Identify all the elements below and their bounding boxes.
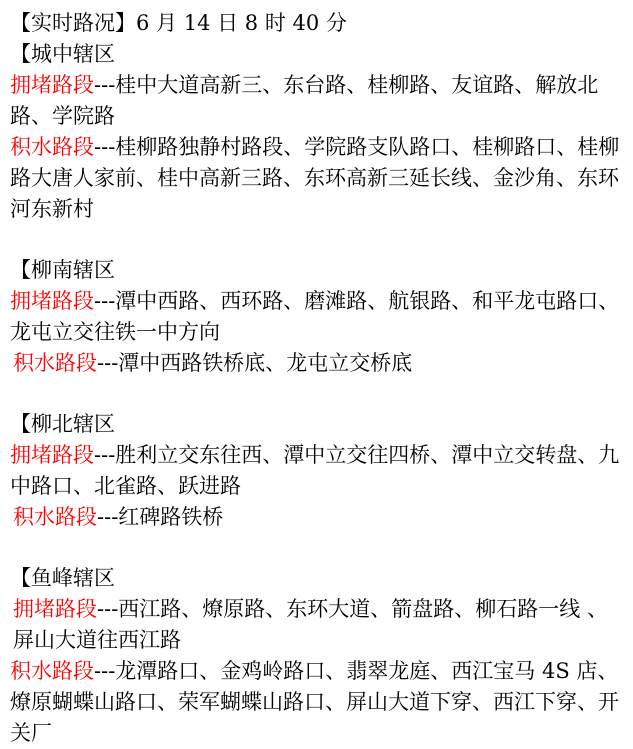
- report-title: 【实时路况】6 月 14 日 8 时 40 分: [10, 11, 347, 35]
- jam-label: 拥堵路段: [10, 73, 94, 97]
- separator: ---: [97, 505, 119, 529]
- jam-roads: 西江路、燎原路、东环大道、箭盘路、柳石路一线 、屏山大道往西江路: [13, 597, 608, 652]
- water-entry-yufeng: [10, 656, 622, 749]
- jam-roads: 潭中西路、西环路、磨滩路、航银路、和平龙屯路口、龙屯立交往铁一中方向: [10, 289, 620, 344]
- jam-entry-liunan: [10, 286, 622, 348]
- spacer: [10, 533, 623, 563]
- jam-label: 拥堵路段: [10, 289, 94, 313]
- water-entry-chengzhong: [10, 132, 622, 225]
- jam-entry-liubei: [10, 440, 622, 502]
- jam-roads: 胜利立交东往西、潭中立交往四桥、潭中立交转盘、九中路口、北雀路、跃进路: [10, 443, 620, 498]
- water-roads: 桂柳路独静村路段、学院路支队路口、桂柳路口、桂柳路大唐人家前、桂中高新三路、东环高新三延长线、金沙角、东环河东新村: [10, 135, 620, 221]
- water-roads: 龙潭路口、金鸡岭路口、翡翠龙庭、西江宝马 4S 店、燎原蝴蝶山路口、荣军蝴蝶山路口、屏山大道下穿、西江下穿、开关厂: [10, 659, 619, 745]
- water-entry-liubei: [10, 502, 625, 533]
- water-entry-liunan: [10, 348, 625, 379]
- district-heading-chengzhong: 【城中辖区: [10, 42, 115, 66]
- water-label: 积水路段: [13, 351, 97, 375]
- separator: ---: [94, 443, 116, 467]
- separator: ---: [94, 135, 116, 159]
- water-roads: 潭中西路铁桥底、龙屯立交桥底: [118, 351, 413, 375]
- water-label: 积水路段: [13, 505, 97, 529]
- spacer: [10, 379, 623, 409]
- jam-roads: 桂中大道高新三、东台路、桂柳路、友谊路、解放北路、学院路: [10, 73, 599, 128]
- separator: ---: [94, 73, 116, 97]
- water-label: 积水路段: [10, 135, 94, 159]
- district-heading-liubei: 【柳北辖区: [10, 412, 115, 436]
- water-roads: 红碑路铁桥: [118, 505, 224, 529]
- separator: ---: [94, 659, 116, 683]
- water-label: 积水路段: [10, 659, 94, 683]
- district-heading-liunan: 【柳南辖区: [10, 258, 115, 282]
- jam-entry-yufeng: [10, 594, 625, 656]
- district-heading-yufeng: 【鱼峰辖区: [10, 566, 115, 590]
- separator: ---: [97, 351, 119, 375]
- spacer: [10, 225, 623, 255]
- jam-label: 拥堵路段: [10, 443, 94, 467]
- separator: ---: [94, 289, 116, 313]
- jam-label: 拥堵路段: [13, 597, 97, 621]
- separator: ---: [97, 597, 119, 621]
- jam-entry-chengzhong: [10, 70, 622, 132]
